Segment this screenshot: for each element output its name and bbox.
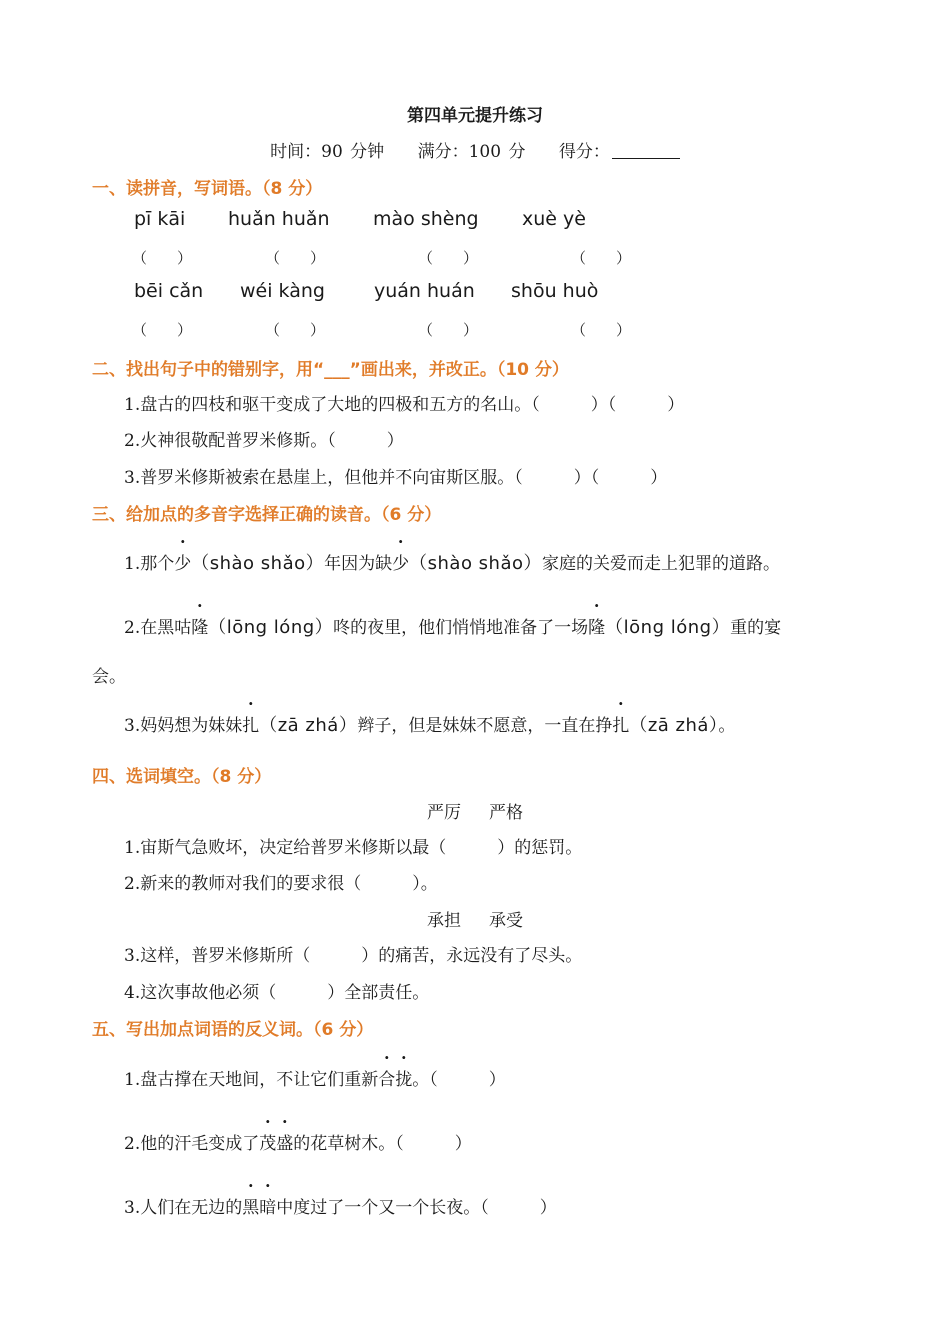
word-choice: 承担 xyxy=(427,911,461,931)
answer-box-8[interactable]: （ ） xyxy=(571,321,632,339)
fill-question-1: 1.宙斯气急败坏，决定给普罗米修斯以最（ ）的惩罚。 xyxy=(124,838,583,858)
section-4-heading: 四、选词填空。（8 分） xyxy=(92,767,272,787)
reading-options[interactable]: （lōng lóng） xyxy=(605,617,731,638)
typo-question-1: 1.盘古的四枝和驱干变成了大地的四极和五方的名山。（ ）（ ） xyxy=(124,395,685,415)
time-label: 时间：90 分钟 xyxy=(270,142,385,162)
dotted-char: 少 xyxy=(392,554,410,574)
typo-question-3: 3.普罗米修斯被索在悬崖上，但他并不向宙斯区服。（ ）（ ） xyxy=(124,468,668,488)
dotted-char: 隆 xyxy=(191,618,209,638)
reading-options[interactable]: （zā zhá） xyxy=(629,715,719,736)
pinyin-2: huǎn huǎn xyxy=(228,208,330,230)
pinyin-8: shōu huò xyxy=(511,280,599,302)
pinyin-5: bēi cǎn xyxy=(134,280,204,302)
word-choices-2 xyxy=(0,906,950,931)
fill-question-2: 2.新来的教师对我们的要求很（ ）。 xyxy=(124,874,438,894)
dotted-char: 暗 xyxy=(259,1198,277,1218)
section-1-heading: 一、读拼音，写词语。（8 分） xyxy=(92,179,323,199)
antonym-question-1: 1.盘古撑在天地间，不让它们重新合拢。（ ） xyxy=(124,1070,506,1090)
reading-options[interactable]: （shào shǎo） xyxy=(409,553,543,574)
answer-box-4[interactable]: （ ） xyxy=(571,249,632,267)
pinyin-6: wéi kàng xyxy=(240,280,325,302)
section-3-heading: 三、给加点的多音字选择正确的读音。（6 分） xyxy=(92,505,442,525)
dotted-char: 扎 xyxy=(612,716,630,736)
answer-box-1[interactable]: （ ） xyxy=(132,249,193,267)
reading-options[interactable]: （shào shǎo） xyxy=(191,553,325,574)
pinyin-3: mào shèng xyxy=(373,208,479,230)
dotted-char: 少 xyxy=(174,554,192,574)
polyphone-question-2-cont: 会。 xyxy=(92,667,126,687)
fill-question-4: 4.这次事故他必须（ ）全部责任。 xyxy=(124,983,430,1003)
dotted-char: 合 xyxy=(378,1070,396,1090)
section-5-heading: 五、写出加点词语的反义词。（6 分） xyxy=(92,1020,374,1040)
score-label: 得分： xyxy=(558,142,610,162)
page-title: 第四单元提升练习 xyxy=(407,106,543,126)
dotted-char: 拢 xyxy=(395,1070,413,1090)
antonym-question-2: 2.他的汗毛变成了茂盛的花草树木。（ ） xyxy=(124,1134,472,1154)
polyphone-question-1: 1.那个少（shào shǎo）年因为缺少（shào shǎo）家庭的关爱而走上犯罪的道路。 xyxy=(124,553,781,574)
typo-question-2: 2.火神很敬配普罗米修斯。（ ） xyxy=(124,431,404,451)
reading-options[interactable]: （zā zhá） xyxy=(259,715,358,736)
fill-question-3: 3.这样，普罗米修斯所（ ）的痛苦，永远没有了尽头。 xyxy=(124,946,583,966)
polyphone-question-3: 3.妈妈想为妹妹扎（zā zhá）辫子，但是妹妹不愿意，一直在挣扎（zā zhá）。 xyxy=(124,715,736,736)
dotted-char: 茂 xyxy=(259,1134,277,1154)
full-score-label: 满分：100 分 xyxy=(417,142,526,162)
word-choices-1 xyxy=(0,798,950,823)
section-2-heading: 二、找出句子中的错别字，用“___”画出来，并改正。（10 分） xyxy=(92,360,569,380)
word-choice: 承受 xyxy=(489,911,523,931)
pinyin-1: pī kāi xyxy=(134,208,186,230)
word-choice: 严格 xyxy=(489,803,523,823)
pinyin-4: xuè yè xyxy=(522,208,586,230)
exam-meta xyxy=(0,137,950,162)
dotted-char: 隆 xyxy=(588,618,606,638)
answer-box-6[interactable]: （ ） xyxy=(265,321,326,339)
score-blank[interactable] xyxy=(612,142,680,159)
reading-options[interactable]: （lōng lóng） xyxy=(208,617,334,638)
dotted-char: 扎 xyxy=(242,716,260,736)
dotted-char: 盛 xyxy=(276,1134,294,1154)
answer-box-7[interactable]: （ ） xyxy=(418,321,479,339)
answer-box-5[interactable]: （ ） xyxy=(132,321,193,339)
pinyin-7: yuán huán xyxy=(374,280,475,302)
polyphone-question-2: 2.在黑咕隆（lōng lóng）咚的夜里，他们悄悄地准备了一场隆（lōng lóng）重的宴 xyxy=(124,617,782,638)
word-choice: 严厉 xyxy=(427,803,461,823)
antonym-question-3: 3.人们在无边的黑暗中度过了一个又一个长夜。（ ） xyxy=(124,1198,557,1218)
answer-box-3[interactable]: （ ） xyxy=(418,249,479,267)
dotted-char: 黑 xyxy=(242,1198,260,1218)
answer-box-2[interactable]: （ ） xyxy=(265,249,326,267)
